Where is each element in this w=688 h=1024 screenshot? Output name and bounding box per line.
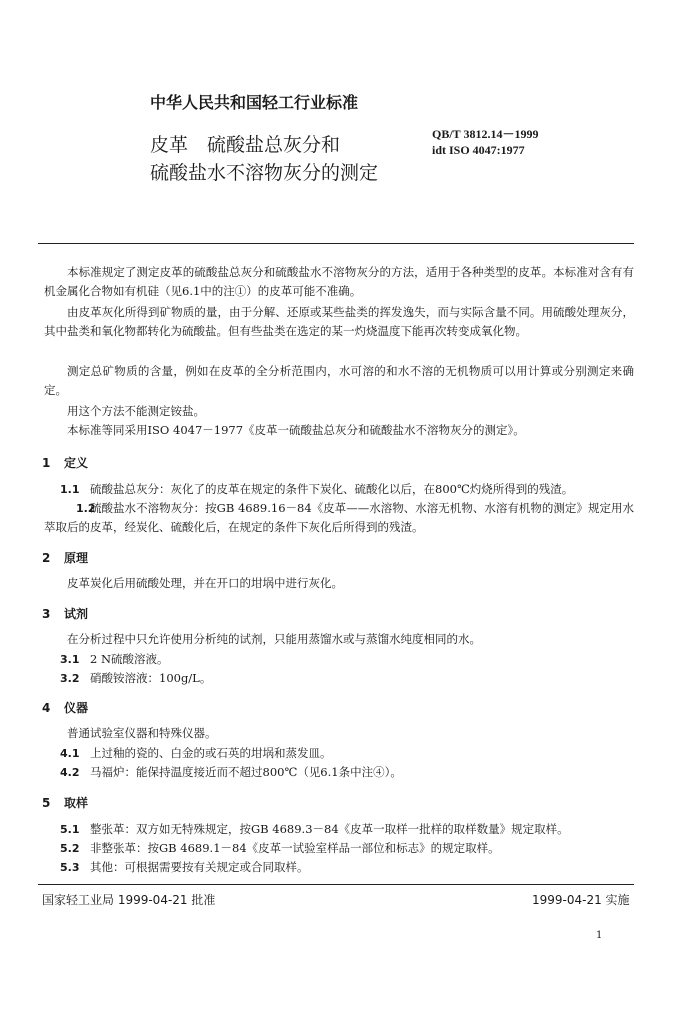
section-5-heading bbox=[42, 794, 88, 811]
clause-number: 5.1 bbox=[60, 823, 80, 836]
approval-line: 国家轻工业局 1999-04-21 批准 bbox=[42, 893, 216, 907]
section-2-text: 皮革炭化后用硫酸处理，并在开口的坩埚中进行灰化。 bbox=[67, 576, 343, 590]
section-3-text: 在分析过程中只允许使用分析纯的试剂，只能用蒸馏水或与蒸馏水纯度相同的水。 bbox=[67, 632, 481, 646]
clause-number: 1.1 bbox=[60, 483, 80, 496]
idt-reference: idt ISO 4047:1977 bbox=[432, 143, 525, 157]
effective-date-line: 1999-04-21 实施 bbox=[532, 893, 630, 907]
clause-4-1 bbox=[60, 744, 332, 763]
clause-number: 3.1 bbox=[60, 653, 80, 666]
issuing-authority: 中华人民共和国轻工行业标准 bbox=[150, 93, 359, 112]
clause-3-2 bbox=[60, 669, 211, 688]
clause-text: 2 N硫酸溶液。 bbox=[90, 652, 169, 666]
clause-4-2 bbox=[60, 763, 402, 782]
document-title-line-1: 皮革 硫酸盐总灰分和 bbox=[150, 134, 341, 156]
clause-text: 其他：可根据需要按有关规定或合同取样。 bbox=[90, 860, 309, 874]
section-4-text: 普通试验室仪器和特殊仪器。 bbox=[67, 726, 217, 740]
clause-5-2 bbox=[60, 839, 500, 858]
page-number: 1 bbox=[596, 930, 603, 941]
section-4-heading bbox=[42, 699, 88, 716]
clause-number: 1.2 bbox=[76, 502, 96, 515]
clause-1-1 bbox=[60, 480, 573, 499]
clause-5-3 bbox=[60, 858, 309, 877]
clause-text: 非整张革：按GB 4689.1－84《皮革一试验室样品一部位和标志》的规定取样。 bbox=[90, 841, 500, 855]
clause-text: 硫酸盐总灰分：灰化了的皮革在规定的条件下炭化、硫酸化以后，在800℃灼烧所得到的残渣。 bbox=[90, 482, 574, 496]
clause-number: 3.2 bbox=[60, 672, 80, 685]
intro-paragraph-5: 本标准等同采用ISO 4047－1977《皮革一硫酸盐总灰分和硫酸盐水不溶物灰分的测定》。 bbox=[67, 423, 525, 437]
clause-text: 整张革：双方如无特殊规定，按GB 4689.3－84《皮革一取样一批样的取样数量》规定取样。 bbox=[90, 822, 569, 836]
section-title: 原理 bbox=[64, 551, 89, 565]
clause-5-1 bbox=[60, 820, 569, 839]
clause-text: 硝酸铵溶液：100g/L。 bbox=[90, 671, 212, 685]
clause-number: 4.1 bbox=[60, 747, 80, 760]
intro-paragraph-2: 由皮革灰化所得到矿物质的量，由于分解、还原或某些盐类的挥发逸失，而与实际含量不同。用硫酸处理灰分，其中盐类和氧化物都转化为硫酸盐。但有些盐类在选定的某一灼烧温度下能再次转变成氧化物。 bbox=[44, 305, 634, 338]
intro-paragraph-1: 本标准规定了测定皮革的硫酸盐总灰分和硫酸盐水不溶物灰分的方法，适用于各种类型的皮革。本标准对含有有机金属化合物如有机硅（见6.1中的注①）的皮革可能不准确。 bbox=[44, 265, 634, 298]
section-number: 1 bbox=[42, 456, 51, 470]
section-2-heading bbox=[42, 549, 88, 566]
section-number: 5 bbox=[42, 796, 51, 810]
section-number: 2 bbox=[42, 551, 51, 565]
section-number: 4 bbox=[42, 701, 51, 715]
section-title: 仪器 bbox=[64, 701, 89, 715]
section-3-heading bbox=[42, 605, 88, 622]
clause-1-2 bbox=[44, 499, 634, 537]
section-title: 取样 bbox=[64, 796, 89, 810]
section-title: 试剂 bbox=[64, 607, 89, 621]
standard-number: QB/T 3812.14－1999 bbox=[432, 127, 539, 141]
clause-text: 上过釉的瓷的、白金的或石英的坩埚和蒸发皿。 bbox=[90, 746, 332, 760]
clause-text: 马福炉：能保持温度接近而不超过800℃（见6.1条中注④）。 bbox=[90, 765, 402, 779]
section-1-heading bbox=[42, 454, 88, 471]
intro-paragraph-3: 测定总矿物质的含量，例如在皮革的全分析范围内，水可溶的和水不溶的无机物质可以用计算或分别测定来确定。 bbox=[44, 364, 634, 397]
footer-divider bbox=[38, 884, 634, 885]
header-divider bbox=[38, 243, 634, 244]
document-title-line-2: 硫酸盐水不溶物灰分的测定 bbox=[150, 162, 379, 184]
clause-number: 4.2 bbox=[60, 766, 80, 779]
clause-3-1 bbox=[60, 650, 169, 669]
section-number: 3 bbox=[42, 607, 51, 621]
intro-paragraph-4: 用这个方法不能测定铵盐。 bbox=[67, 404, 205, 418]
section-title: 定义 bbox=[64, 456, 89, 470]
clause-number: 5.3 bbox=[60, 861, 80, 874]
clause-text: 硫酸盐水不溶物灰分：按GB 4689.16－84《皮革——水溶物、水溶无机物、水溶有机物的测定》规定用水萃取后的皮革，经炭化、硫酸化后，在规定的条件下灰化后所得到的残渣。 bbox=[44, 501, 634, 534]
clause-number: 5.2 bbox=[60, 842, 80, 855]
